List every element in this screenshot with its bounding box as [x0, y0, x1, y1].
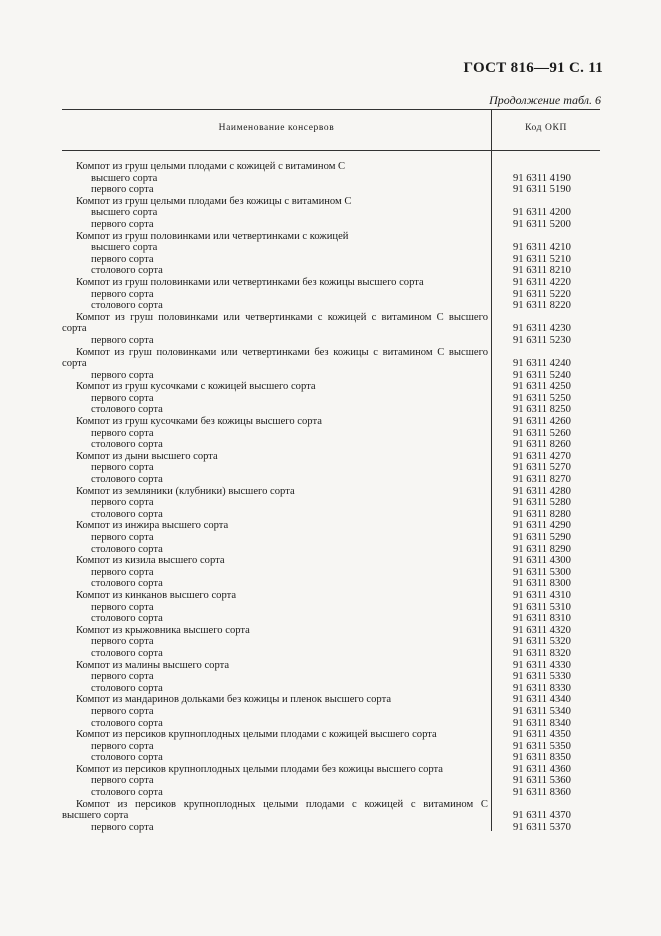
table-row: [62, 520, 600, 532]
table-row: [62, 347, 600, 359]
table-row: [62, 277, 600, 289]
table-row: [62, 462, 600, 474]
product-name-cell: столового сорта: [91, 787, 163, 799]
table-row: [62, 671, 600, 683]
table-row: [62, 231, 600, 243]
product-name-cell: первого сорта: [91, 288, 154, 300]
table-row: [62, 567, 600, 579]
okp-code-cell: 91 6311 5200: [513, 218, 571, 230]
product-name-cell: высшего сорта: [91, 172, 158, 184]
product-name-cell: столового сорта: [91, 265, 163, 277]
product-name-cell: первого сорта: [91, 821, 154, 833]
product-name-cell: первого сорта: [91, 427, 154, 439]
table-row: [62, 312, 600, 324]
okp-code-cell: 91 6311 4260: [513, 416, 571, 428]
table-row: [62, 810, 600, 822]
table-row: [62, 799, 600, 811]
table-header: [62, 110, 600, 151]
table-row: [62, 694, 600, 706]
product-name-cell: первого сорта: [91, 775, 154, 787]
product-name-cell: Компот из персиков крупноплодных целыми плодами с кожицей высшего сорта: [76, 729, 437, 741]
table-row: [62, 752, 600, 764]
okp-code-cell: 91 6311 4210: [513, 242, 571, 254]
table-row: [62, 404, 600, 416]
product-name-cell: Компот из груш кусочками без кожицы высшего сорта: [76, 416, 322, 428]
table-row: [62, 578, 600, 590]
table-row: [62, 764, 600, 776]
product-name-cell: Компот из инжира высшего сорта: [76, 520, 229, 532]
table-row: [62, 544, 600, 556]
product-name-cell: первого сорта: [91, 392, 154, 404]
table-row: [62, 381, 600, 393]
okp-code-cell: 91 6311 8360: [513, 787, 571, 799]
okp-code-cell: 91 6311 5350: [513, 740, 571, 752]
table-row: [62, 439, 600, 451]
okp-code-cell: 91 6311 4250: [513, 381, 571, 393]
table-row: [62, 509, 600, 521]
okp-code-cell: 91 6311 8220: [513, 300, 571, 312]
table-row: [62, 254, 600, 266]
product-name-cell: столового сорта: [91, 404, 163, 416]
okp-code-cell: 91 6311 8250: [513, 404, 571, 416]
okp-code-cell: 91 6311 5340: [513, 705, 571, 717]
product-name-cell: столового сорта: [91, 647, 163, 659]
okp-code-cell: 91 6311 5250: [513, 392, 571, 404]
table-row: [62, 161, 600, 173]
table-row: [62, 497, 600, 509]
table-row: [62, 718, 600, 730]
product-name-cell: Компот из груш половинками или четвертинками с кожицей: [76, 230, 349, 242]
okp-code-cell: 91 6311 5230: [513, 334, 571, 346]
product-name-cell: первого сорта: [91, 740, 154, 752]
product-name-cell: первого сорта: [91, 636, 154, 648]
product-name-cell: Компот из кинканов высшего сорта: [76, 589, 237, 601]
product-name-cell: Компот из кизила высшего сорта: [76, 555, 225, 567]
product-name-cell: Компот из крыжовника высшего сорта: [76, 624, 250, 636]
product-name-cell: первого сорта: [91, 532, 154, 543]
table-row: [62, 219, 600, 231]
table-row: [62, 787, 600, 799]
okp-code-cell: 91 6311 4330: [513, 659, 571, 671]
table-row: [62, 184, 600, 196]
okp-code-cell: 91 6311 4290: [513, 520, 571, 532]
okp-code-cell: 91 6311 8210: [513, 265, 571, 277]
table-row: [62, 358, 600, 370]
table-row: [62, 323, 600, 335]
table-row: [62, 636, 600, 648]
table-row: [62, 532, 600, 544]
table-row: [62, 729, 600, 741]
product-name-cell: Компот из груш половинками или четвертинками без кожицы с витамином С высшего: [76, 346, 488, 358]
table-row: [62, 265, 600, 277]
okp-code-cell: 91 6311 8300: [513, 578, 571, 590]
product-name-cell: Компот из малины высшего сорта: [76, 659, 230, 671]
table-row: [62, 602, 600, 614]
okp-code-cell: 91 6311 8330: [513, 682, 571, 694]
product-name-cell: Компот из земляники (клубники) высшего сорта: [76, 485, 295, 497]
product-name-cell: первого сорта: [91, 462, 154, 474]
product-name-cell: первого сорта: [91, 497, 154, 509]
column-header-name: Наименование консервов: [218, 123, 335, 133]
product-name-cell: первого сорта: [91, 253, 154, 265]
okp-code-cell: 91 6311 8310: [513, 613, 571, 625]
okp-code-cell: 91 6311 5280: [513, 497, 571, 509]
product-name-cell: Компот из дыни высшего сорта: [76, 450, 218, 462]
okp-code-cell: 91 6311 4270: [513, 450, 571, 462]
okp-code-cell: 91 6311 8270: [513, 474, 571, 486]
okp-code-cell: 91 6311 5240: [513, 369, 571, 381]
product-name-cell: столового сорта: [91, 300, 163, 312]
okp-code-cell: 91 6311 4350: [513, 729, 571, 741]
table-row: [62, 393, 600, 405]
table-row: [62, 289, 600, 301]
product-name-cell: высшего сорта: [91, 242, 158, 254]
okp-code-cell: 91 6311 5330: [513, 671, 571, 683]
products-table: [62, 109, 600, 833]
product-name-cell: столового сорта: [91, 682, 163, 694]
table-continuation-label: Продолжение табл. 6: [489, 93, 601, 107]
okp-code-cell: 91 6311 4340: [513, 694, 571, 706]
table-row: [62, 822, 600, 834]
table-row: [62, 486, 600, 498]
product-name-cell: сорта: [62, 323, 87, 335]
product-name-cell: первого сорта: [91, 566, 154, 578]
okp-code-cell: 91 6311 4300: [513, 555, 571, 567]
table-row: [62, 173, 600, 185]
product-name-cell: столового сорта: [91, 613, 163, 625]
okp-code-cell: 91 6311 5220: [513, 288, 571, 300]
product-name-cell: Компот из груш целыми плодами с кожицей с витамином С: [76, 161, 346, 172]
table-row: [62, 775, 600, 787]
table-row: [62, 660, 600, 672]
table-row: [62, 474, 600, 486]
product-name-cell: столового сорта: [91, 578, 163, 590]
okp-code-cell: 91 6311 4230: [513, 323, 571, 335]
okp-code-cell: 91 6311 5370: [513, 821, 571, 833]
okp-code-cell: 91 6311 5360: [513, 775, 571, 787]
okp-code-cell: 91 6311 8340: [513, 717, 571, 729]
product-name-cell: первого сорта: [91, 671, 154, 683]
table-row: [62, 207, 600, 219]
product-name-cell: Компот из груш половинками или четвертинками с кожицей с витамином С высшего: [76, 311, 488, 323]
table-row: [62, 300, 600, 312]
okp-code-cell: 91 6311 4200: [513, 207, 571, 219]
okp-code-cell: 91 6311 4190: [513, 172, 571, 184]
okp-code-cell: 91 6311 4240: [513, 358, 571, 370]
product-name-cell: столового сорта: [91, 474, 163, 486]
product-name-cell: столового сорта: [91, 508, 163, 520]
product-name-cell: столового сорта: [91, 717, 163, 729]
okp-code-cell: 91 6311 5190: [513, 184, 571, 196]
okp-code-cell: 91 6311 8290: [513, 543, 571, 555]
product-name-cell: столового сорта: [91, 439, 163, 451]
table-row: [62, 416, 600, 428]
table-row: [62, 683, 600, 695]
table-row: [62, 555, 600, 567]
product-name-cell: высшего сорта: [91, 207, 158, 219]
okp-code-cell: 91 6311 8280: [513, 508, 571, 520]
table-row: [62, 590, 600, 602]
okp-code-cell: 91 6311 4310: [513, 589, 571, 601]
okp-code-cell: 91 6311 5300: [513, 566, 571, 578]
table-row: [62, 196, 600, 208]
okp-code-cell: 91 6311 5260: [513, 427, 571, 439]
product-name-cell: Компот из груш целыми плодами без кожицы с витамином С: [76, 195, 352, 207]
table-row: [62, 613, 600, 625]
product-name-cell: первого сорта: [91, 369, 154, 381]
okp-code-cell: 91 6311 8320: [513, 647, 571, 659]
okp-code-cell: 91 6311 4320: [513, 624, 571, 636]
product-name-cell: первого сорта: [91, 601, 154, 613]
table-row: [62, 451, 600, 463]
product-name-cell: столового сорта: [91, 543, 163, 555]
product-name-cell: Компот из груш половинками или четвертинками без кожицы высшего сорта: [76, 276, 424, 288]
table-row: [62, 428, 600, 440]
product-name-cell: первого сорта: [91, 218, 154, 230]
okp-code-cell: 91 6311 8350: [513, 752, 571, 764]
product-name-cell: первого сорта: [91, 705, 154, 717]
table-row: [62, 370, 600, 382]
product-name-cell: Компот из мандаринов дольками без кожицы и пленок высшего сорта: [76, 694, 392, 706]
product-name-cell: Компот из персиков крупноплодных целыми плодами без кожицы высшего сорта: [76, 763, 444, 775]
product-name-cell: Компот из груш кусочками с кожицей высшего сорта: [76, 381, 316, 393]
okp-code-cell: 91 6311 4360: [513, 763, 571, 775]
product-name-cell: сорта: [62, 358, 87, 370]
page-header-title: ГОСТ 816—91 С. 11: [463, 60, 603, 76]
product-name-cell: высшего сорта: [62, 810, 129, 822]
table-row: [62, 741, 600, 753]
table-row: [62, 706, 600, 718]
table-row: [62, 648, 600, 660]
okp-code-cell: 91 6311 4220: [513, 276, 571, 288]
table-row: [62, 335, 600, 347]
product-name-cell: первого сорта: [91, 334, 154, 346]
okp-code-cell: 91 6311 5210: [513, 253, 571, 265]
okp-code-cell: 91 6311 8260: [513, 439, 571, 451]
product-name-cell: первого сорта: [91, 184, 154, 196]
okp-code-cell: 91 6311 5310: [513, 601, 571, 613]
table-row: [62, 625, 600, 637]
column-header-code: Код ОКП: [525, 123, 567, 133]
product-name-cell: Компот из персиков крупноплодных целыми плодами с кожицей с витамином С: [76, 798, 488, 810]
okp-code-cell: 91 6311 5270: [513, 462, 571, 474]
okp-code-cell: 91 6311 5320: [513, 636, 571, 648]
okp-code-cell: 91 6311 4280: [513, 485, 571, 497]
table-row: [62, 242, 600, 254]
table-body: [62, 151, 600, 833]
okp-code-cell: 91 6311 4370: [513, 810, 571, 822]
okp-code-cell: 91 6311 5290: [513, 532, 571, 543]
product-name-cell: столового сорта: [91, 752, 163, 764]
